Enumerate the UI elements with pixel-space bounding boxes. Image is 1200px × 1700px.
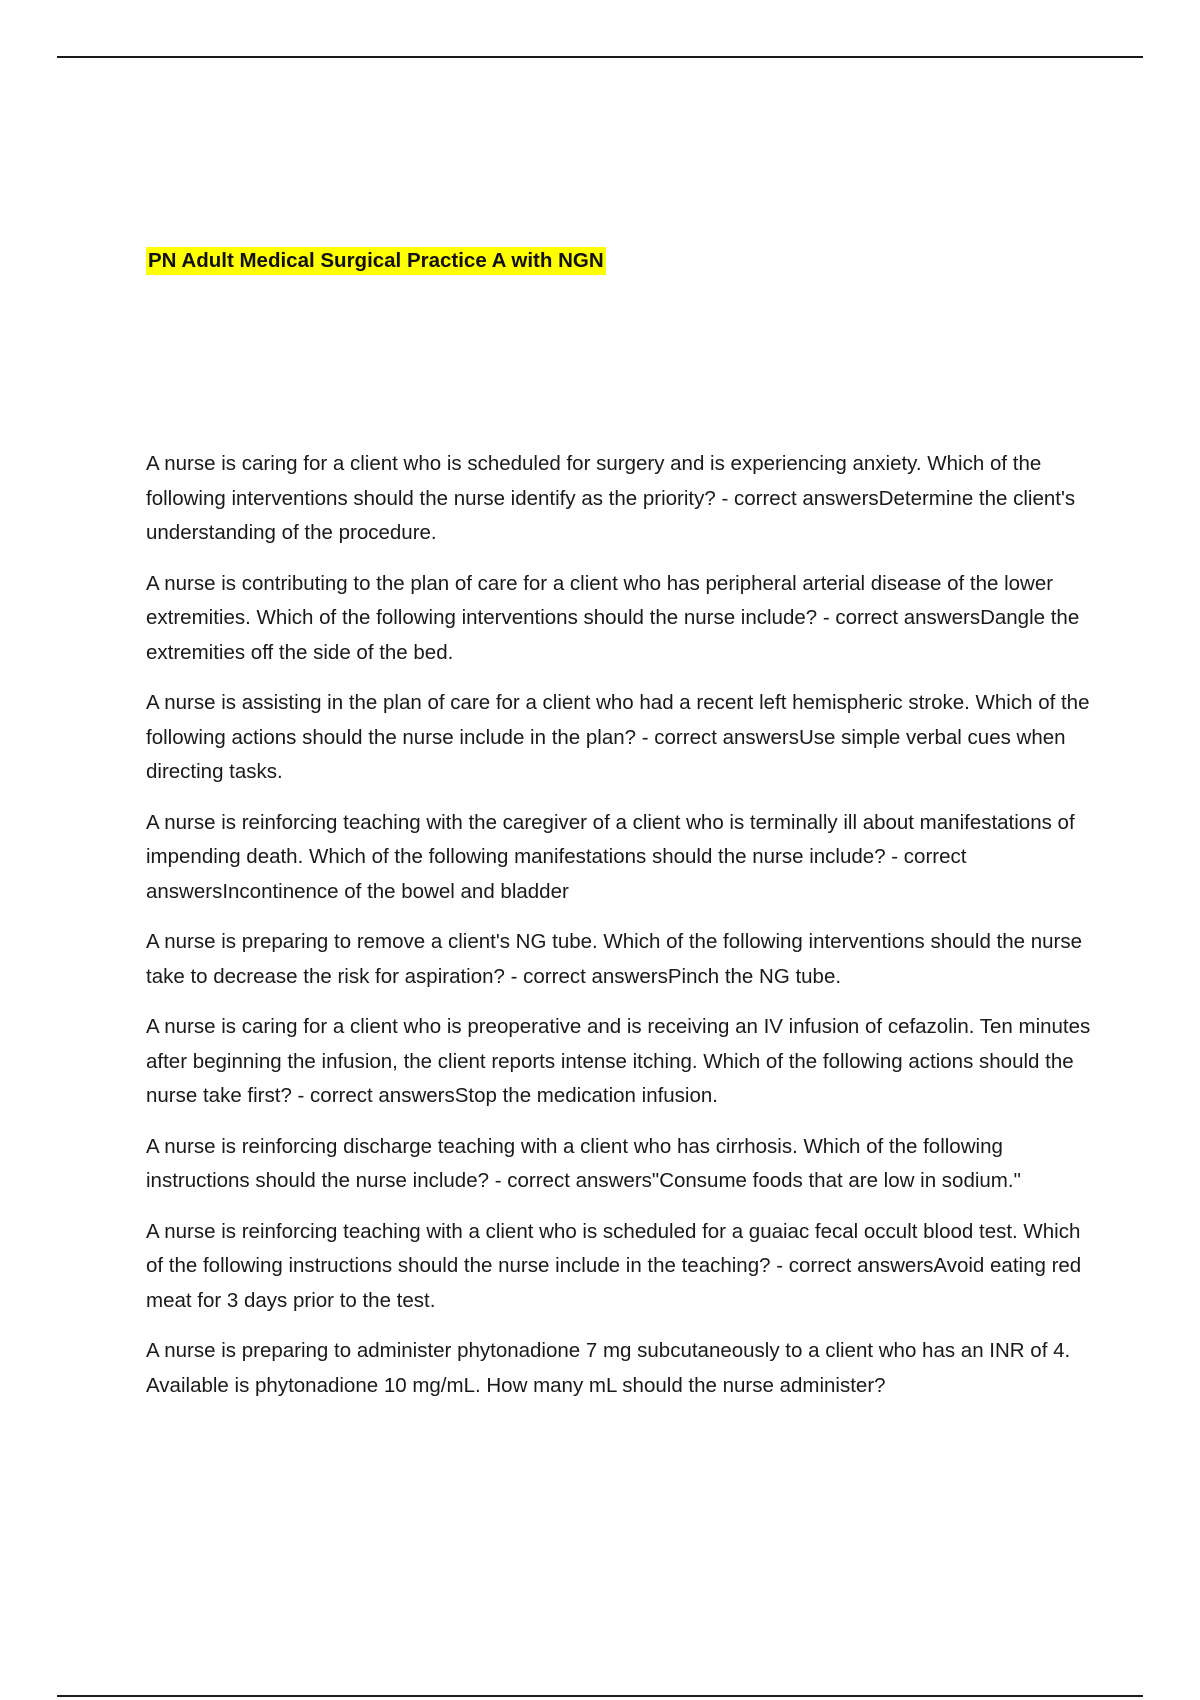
document-title-container bbox=[146, 247, 606, 275]
question-answer-item: A nurse is preparing to remove a client's NG tube. Which of the following interventions should the nurse take to decrease the risk for aspiration? - correct answersPinch the NG tube. bbox=[146, 930, 1083, 988]
question-answer-item: A nurse is reinforcing teaching with the caregiver of a client who is terminally ill about manifestations of impending death. Which of the following manifestations should the nurse include? - correct answersIncontinence of the bowel and bladder bbox=[146, 810, 1075, 903]
question-answer-item: A nurse is caring for a client who is scheduled for surgery and is experiencing anxiety. Which of the following interventions should the nurse identify as the priority? - correct answersDetermine the client's understanding of the procedure. bbox=[146, 452, 1076, 544]
question-answer-item: A nurse is caring for a client who is preoperative and is receiving an IV infusion of cefazolin. Ten minutes after beginning the infusion, the client reports intense itching. Which of the following actions should the nurse take first? - correct answersStop the medication infusion. bbox=[146, 1015, 1091, 1107]
footer-divider bbox=[57, 1695, 1143, 1697]
question-answer-item: A nurse is preparing to administer phytonadione 7 mg subcutaneously to a client who has an INR of 4. Available is phytonadione 10 mg/mL. How many mL should the nurse administer? bbox=[146, 1339, 1071, 1397]
question-answer-item: A nurse is contributing to the plan of care for a client who has peripheral arterial disease of the lower extremities. Which of the following interventions should the nurse include? - correct answersDangle the extremities off the side of the bed. bbox=[146, 571, 1080, 664]
question-answer-item: A nurse is reinforcing teaching with a client who is scheduled for a guaiac fecal occult blood test. Which of the following instructions should the nurse include in the teaching? - correct answersAvoid eating red meat for 3 days prior to the test. bbox=[146, 1219, 1082, 1312]
question-answer-list bbox=[146, 447, 1096, 1419]
document-title: PN Adult Medical Surgical Practice A with NGN bbox=[146, 247, 606, 275]
question-answer-item: A nurse is assisting in the plan of care for a client who had a recent left hemispheric stroke. Which of the following actions should the nurse include in the plan? - correct answersUse simple verbal cues when directing tasks. bbox=[146, 691, 1090, 783]
header-divider bbox=[57, 56, 1143, 58]
question-answer-item: A nurse is reinforcing discharge teaching with a client who has cirrhosis. Which of the following instructions should the nurse include? - correct answers"Consume foods that are low in sodium." bbox=[146, 1134, 1021, 1192]
